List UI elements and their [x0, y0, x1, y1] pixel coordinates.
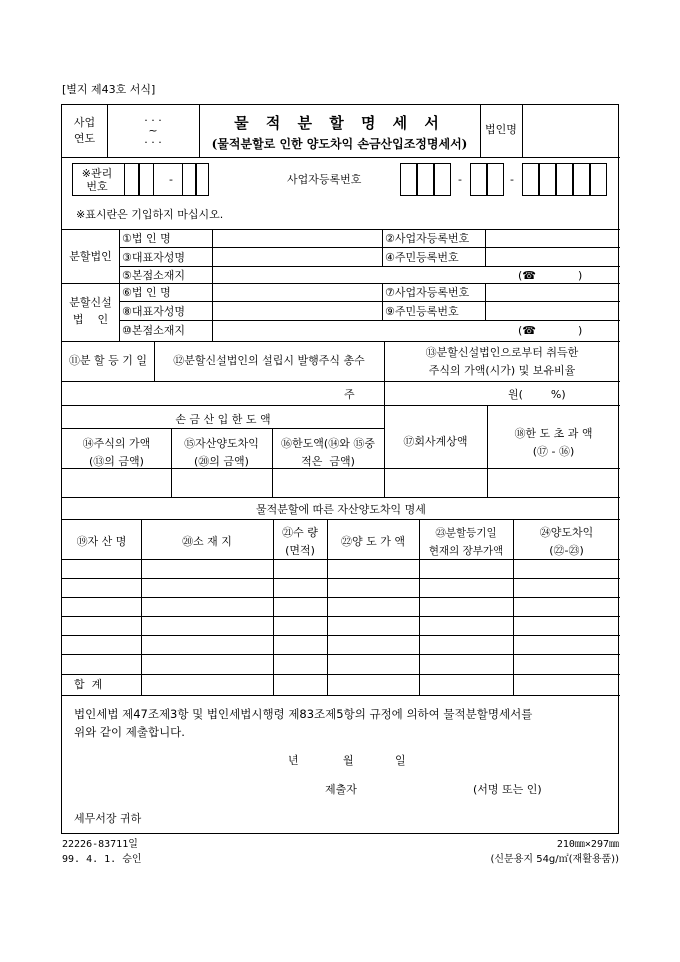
issued-shares-label: ⑫분할신설법인의 설립시 발행주식 총수	[173, 354, 365, 367]
addressee: 세무서장 귀하	[74, 812, 142, 825]
biz-reg-digit[interactable]	[590, 163, 607, 196]
mgmt-digit[interactable]	[182, 163, 196, 196]
date-year: 년	[288, 754, 299, 767]
mgmt-number-label: ※관리 번호	[81, 167, 113, 193]
biz-reg-digit[interactable]	[573, 163, 590, 196]
split-corp-name-label: ①법 인 명	[122, 232, 171, 245]
company-amount-col: ⑰회사계상액	[403, 435, 468, 448]
split-corp-rep-label: ③대표자성명	[122, 251, 185, 264]
new-corp-label: 분할신설 법 인	[69, 296, 112, 326]
corp-name-field[interactable]	[523, 106, 618, 156]
transfer-gain-col: ㉔양도차익 (㉒-㉓)	[539, 526, 594, 557]
biz-reg-digit[interactable]	[417, 163, 434, 196]
new-corp-addr-label: ⑩본점소재지	[122, 324, 185, 337]
paper-type: (신문용지 54g/㎡(재활용품))	[490, 854, 619, 865]
transfer-value-col: ㉒양 도 가 액	[341, 535, 405, 548]
split-corp-bizno-label: ②사업자등록번호	[385, 232, 470, 245]
biz-reg-digit[interactable]	[434, 163, 451, 196]
acquired-shares-label-1: ⑬분할신설법인으로부터 취득한	[425, 346, 579, 359]
declaration-line-1: 법인세법 제47조제3항 및 법인세법시행령 제83조제5항의 규정에 의하여 물적분할명세서를	[74, 707, 533, 721]
biz-reg-digit[interactable]	[400, 163, 417, 196]
corp-name-label: 법인명	[485, 123, 517, 136]
split-corp-label: 분할법인	[69, 250, 112, 263]
signature-label: (서명 또는 인)	[473, 783, 542, 796]
asset-location-col: ⑳소 재 지	[182, 535, 232, 548]
asset-gain-col: ⑮자산양도차익 (⑳의 금액)	[184, 437, 259, 468]
year-start-date[interactable]: · · ·	[144, 114, 162, 127]
submitter-label: 제출자	[325, 783, 357, 796]
excess-amount-col: ⑱한 도 초 과 액 (⑰ - ⑯)	[514, 427, 593, 458]
assets-title: 물적분할에 따른 자산양도차익 명세	[256, 503, 426, 516]
form-code: 22226-83711일	[62, 839, 138, 850]
book-value-col: ㉓분할등기일 현재의 장부가액	[428, 527, 504, 557]
biz-reg-digit[interactable]	[470, 163, 487, 196]
paper-size: 210㎜×297㎜	[556, 839, 619, 850]
admin-note: ※표시란은 기입하지 마십시오.	[76, 208, 224, 221]
form-table: 사업 연도 · · · ~ · · · 물 적 분 할 명 세 서 (물적분할로 인한 양도차익 손금산입조정명세서) 법인명 ※관리 번호 - 사업자등록번호 - - ※표시란은 기입하지 마십시오. 분할법인 ①법 인 명 ③대표자성명 ⑤본점소재지 ②사업자등록번호 ④주민등록번호 (☎ ) 분할신설 법 인 ⑥법 인 명 ⑧대표자성명 ⑩본점소재지 ⑦사업자등록번호 ⑨주민등록번호 (☎ ) ⑪분 할 등 기 일 ⑫분할신설법인의 설립시 발행주식 총수 ⑬분할신설법인으로부터 취득한 주식의 가액(시가) 및 보유비율 주 원( %) 손 금 산 입 한 도 액 ⑭주식의 가액 (⑬의 금액) ⑮자산양도차익 (⑳의 금액) ⑯한도액(⑭와 ⑮중 적은 금액) ⑰회사계상액 ⑱한 도 초 과 액 (⑰ - ⑯) 물적분할에 따른 자산양도차익 명세 ⑲자 산 명 ⑳소 재 지 ㉑수 량 (면적) ㉒양 도 가 액 ㉓분할등기일 현재의 장부가액 ㉔양도차익 (㉒-㉓) 합 계 법인세법 제47조제3항 및 법인세법시행령 제83조제5항의 규정에 의하여 물적분할명세서를 위와 같이 제출합니다. 년 월 일 제출자 (서명 또는 인) 세무서장 귀하	[61, 104, 619, 834]
declaration-line-2: 위와 같이 제출합니다.	[74, 725, 185, 739]
total-label: 합 계	[74, 678, 103, 691]
shares-unit: 주	[344, 388, 355, 401]
quantity-col: ㉑수 량 (면적)	[282, 526, 318, 557]
split-corp-addr-label: ⑤본점소재지	[122, 269, 185, 282]
new-corp-name-label: ⑥법 인 명	[122, 286, 171, 299]
biz-reg-digit[interactable]	[487, 163, 504, 196]
split-corp-phone[interactable]: (☎ )	[518, 269, 583, 282]
new-corp-resno-label: ⑨주민등록번호	[385, 305, 459, 318]
date-day: 일	[395, 754, 406, 767]
acquired-shares-label-2: 주식의 가액(시가) 및 보유비율	[428, 364, 576, 377]
limit-amount-col: ⑯한도액(⑭와 ⑮중 적은 금액)	[281, 437, 375, 468]
biz-reg-digit[interactable]	[556, 163, 573, 196]
date-month: 월	[343, 754, 354, 767]
year-end-date[interactable]: · · ·	[144, 136, 162, 149]
split-corp-resno-label: ④주민등록번호	[385, 251, 459, 264]
mgmt-digit[interactable]	[139, 163, 154, 196]
biz-reg-digit[interactable]	[522, 163, 539, 196]
won-percent-unit: 원( %)	[508, 388, 566, 401]
new-corp-phone[interactable]: (☎ )	[518, 324, 583, 337]
new-corp-rep-label: ⑧대표자성명	[122, 305, 185, 318]
asset-name-col: ⑲자 산 명	[76, 535, 127, 548]
stock-value-col: ⑭주식의 가액 (⑬의 금액)	[82, 437, 151, 468]
form-subtitle: (물적분할로 인한 양도차익 손금산입조정명세서)	[211, 137, 468, 151]
form-title: 물 적 분 할 명 세 서	[234, 114, 445, 132]
form-id: [별지 제43호 서식]	[62, 83, 156, 96]
new-corp-bizno-label: ⑦사업자등록번호	[385, 286, 470, 299]
year-range-tilde: ~	[148, 124, 158, 137]
mgmt-digit[interactable]	[124, 163, 139, 196]
approval-date: 99. 4. 1. 승인	[62, 854, 142, 865]
mgmt-digit[interactable]	[196, 163, 209, 196]
business-year-label: 사업 연도	[73, 116, 96, 145]
reg-date-label: ⑪분 할 등 기 일	[68, 354, 148, 367]
limit-title: 손 금 산 입 한 도 액	[175, 413, 271, 426]
biz-reg-digit[interactable]	[539, 163, 556, 196]
biz-reg-label: 사업자등록번호	[287, 173, 362, 186]
